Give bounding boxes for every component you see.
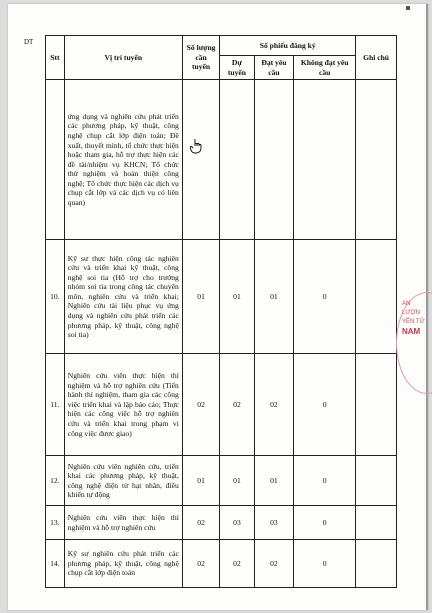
row-quantity: [182, 80, 220, 240]
header-stt: Stt: [46, 36, 65, 80]
table-row: [46, 506, 397, 540]
row-not-qualified: 0: [294, 354, 356, 456]
header-note: Ghi chú: [356, 36, 397, 80]
row-registered: 01: [220, 240, 254, 354]
header-qualified: Đạt yêu cầu: [254, 56, 294, 80]
row-qualified: 03: [254, 506, 294, 540]
row-not-qualified: 0: [294, 540, 356, 588]
row-registered: 03: [220, 506, 254, 540]
table-row: [46, 80, 397, 240]
row-qualified: 01: [254, 456, 294, 506]
stamp-line: NAM: [402, 327, 421, 336]
row-quantity: 01: [182, 456, 220, 506]
page-mark: DT: [24, 38, 34, 46]
row-quantity: 02: [182, 506, 220, 540]
row-stt: 11.: [46, 354, 65, 456]
header-quantity: Số lượng cần tuyển: [182, 36, 220, 80]
row-qualified: 02: [254, 354, 294, 456]
header-position: Vị trí tuyển: [64, 36, 182, 80]
row-position: Kỹ sư nghiên cứu phát triển các phương pháp, kỹ thuật, công nghệ chụp cắt lớp điện toán: [64, 540, 182, 588]
row-quantity: 02: [182, 354, 220, 456]
row-note: [356, 354, 397, 456]
recruitment-table: [45, 35, 397, 588]
row-not-qualified: 0: [294, 506, 356, 540]
table-row: [46, 354, 397, 456]
row-note: [356, 456, 397, 506]
row-note: [356, 80, 397, 240]
row-position: Kỹ sư thực hiện công tác nghiên cứu và triển khai kỹ thuật, công nghệ soi tia (Hỗ trợ cho trưởng nhóm soi tia trong công tác chuyên môn, nghiên cứu và triển khai; Nghiên cứu tài liệu phục vụ ứng dụng và nghiên cứu phát triển các phương pháp, kỹ thuật, công nghệ soi tia): [64, 240, 182, 354]
stamp-line: YÊN TỬ: [402, 319, 425, 325]
row-registered: 02: [220, 540, 254, 588]
row-registered: 01: [220, 456, 254, 506]
row-position: Nghiên cứu viên thực hiện thí nghiệm và hỗ trợ nghiên cứu: [64, 506, 182, 540]
row-not-qualified: [294, 80, 356, 240]
row-not-qualified: 0: [294, 240, 356, 354]
row-quantity: 01: [182, 240, 220, 354]
official-stamp: [402, 300, 432, 390]
row-qualified: 01: [254, 240, 294, 354]
row-note: [356, 506, 397, 540]
header-applications: Số phiếu đăng ký: [220, 36, 356, 56]
row-stt: 14.: [46, 540, 65, 588]
corner-dot: [406, 6, 410, 10]
row-quantity: 02: [182, 540, 220, 588]
row-stt: 10.: [46, 240, 65, 354]
header-registered: Dự tuyển: [220, 56, 254, 80]
table-row: [46, 240, 397, 354]
header-not-qualified: Không đạt yêu cầu: [294, 56, 356, 80]
row-stt: 12.: [46, 456, 65, 506]
row-position: Nghiên cứu viên thực hiện thí nghiệm và hỗ trợ nghiên cứu (Tiến hành thí nghiệm, tham gia các công việc triển khai và lập báo cáo; Thực hiện các công việc hỗ trợ nghiên cứu và triển khai trong phạm vi công việc được giao): [64, 354, 182, 456]
hand-pointer-icon: [190, 138, 204, 154]
row-stt: 13.: [46, 506, 65, 540]
row-qualified: 02: [254, 540, 294, 588]
row-not-qualified: 0: [294, 456, 356, 506]
row-qualified: [254, 80, 294, 240]
table-row: [46, 456, 397, 506]
stamp-line: ÂN: [402, 301, 411, 307]
stamp-line: LƯỢN: [402, 310, 420, 316]
row-note: [356, 540, 397, 588]
table-row: [46, 540, 397, 588]
row-registered: 02: [220, 354, 254, 456]
row-stt: [46, 80, 65, 240]
row-note: [356, 240, 397, 354]
row-position: ứng dụng và nghiên cứu phát triển các phương pháp, kỹ thuật, công nghệ chụp cắt lớp điện toán; Đề xuất, thuyết minh, tổ chức thực hiện hoặc tham gia, hỗ trợ thực hiện các đề tài/nhiệm vụ KHCN; Tổ chức thử nghiệm và hoàn thiện công nghệ; Tổ chức thực hiện các dịch vụ chụp cắt lớp và các dịch vụ có liên quan): [64, 80, 182, 240]
row-registered: [220, 80, 254, 240]
row-position: Nghiên cứu viên nghiên cứu, triển khai các phương pháp, kỹ thuật, công nghệ điện tử hạt nhân, điều khiển tự động: [64, 456, 182, 506]
